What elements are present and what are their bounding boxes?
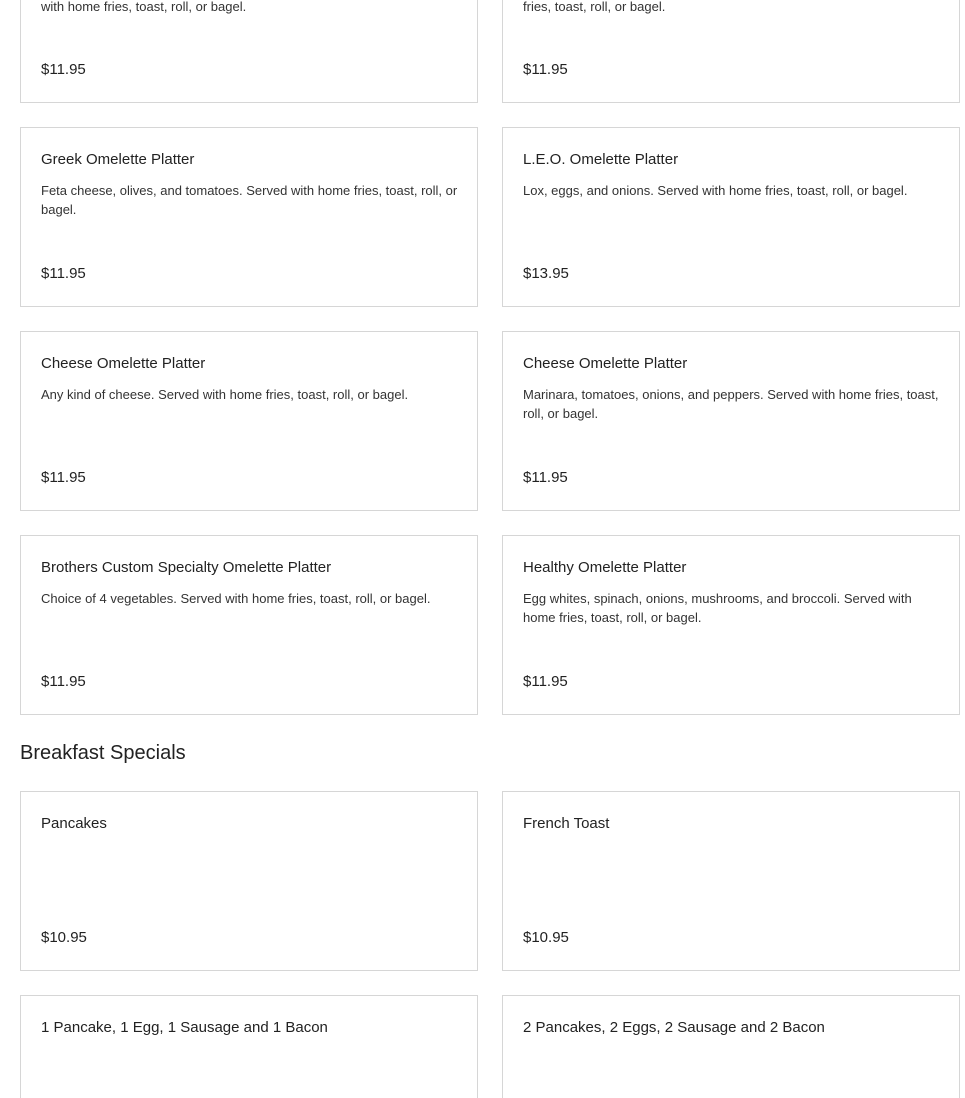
menu-item-description: Any kind of cheese. Served with home fries, toast, roll, or bagel. <box>41 387 409 402</box>
menu-item-price: $11.95 <box>41 673 86 690</box>
menu-item-card-1-pancake-combo[interactable] <box>20 995 478 1098</box>
menu-item-card[interactable] <box>20 0 478 103</box>
menu-item-name: Brothers Custom Specialty Omelette Platter <box>41 559 332 576</box>
menu-item-name: French Toast <box>523 815 610 832</box>
menu-item-card-healthy-omelette[interactable] <box>502 535 960 715</box>
menu-item-card-pancakes[interactable] <box>20 791 478 971</box>
menu-item-price: $11.95 <box>41 61 86 78</box>
menu-item-name: Pancakes <box>41 815 107 832</box>
menu-item-card-leo-omelette[interactable] <box>502 127 960 307</box>
menu-item-card-cheese-omelette-2[interactable] <box>502 331 960 511</box>
menu-item-card-greek-omelette[interactable] <box>20 127 478 307</box>
menu-item-description: Feta cheese, olives, and tomatoes. Served with home fries, toast, roll, or bagel. <box>41 183 458 217</box>
menu-item-price: $10.95 <box>523 929 569 946</box>
menu-item-name: L.E.O. Omelette Platter <box>523 151 679 168</box>
menu-item-card-cheese-omelette[interactable] <box>20 331 478 511</box>
menu-item-card-2-pancakes-combo[interactable] <box>502 995 960 1098</box>
menu-item-price: $11.95 <box>523 61 568 78</box>
menu-item-description: Choice of 4 vegetables. Served with home fries, toast, roll, or bagel. <box>41 591 431 606</box>
menu-item-price: $11.95 <box>41 469 86 486</box>
section-title-breakfast-specials: Breakfast Specials <box>20 742 186 764</box>
menu-item-description: Lox, eggs, and onions. Served with home fries, toast, roll, or bagel. <box>523 183 908 198</box>
menu-item-description: with home fries, toast, roll, or bagel. <box>41 0 247 14</box>
menu-item-name: Cheese Omelette Platter <box>41 355 206 372</box>
menu-item-price: $11.95 <box>523 469 568 486</box>
menu-item-price: $11.95 <box>41 265 86 282</box>
menu-item-description: Egg whites, spinach, onions, mushrooms, and broccoli. Served with home fries, toast, roll, or bagel. <box>523 591 912 625</box>
menu-item-description: Marinara, tomatoes, onions, and peppers. Served with home fries, toast, roll, or bagel. <box>523 387 939 421</box>
menu-item-name: 2 Pancakes, 2 Eggs, 2 Sausage and 2 Bacon <box>523 1019 825 1036</box>
menu-item-price: $10.95 <box>41 929 87 946</box>
menu-item-card-brothers-custom-omelette[interactable] <box>20 535 478 715</box>
menu-item-card-french-toast[interactable] <box>502 791 960 971</box>
menu-item-price: $11.95 <box>523 673 568 690</box>
menu-item-card[interactable] <box>502 0 960 103</box>
menu-item-name: 1 Pancake, 1 Egg, 1 Sausage and 1 Bacon <box>41 1019 328 1036</box>
omelette-menu-grid <box>20 0 960 715</box>
menu-item-name: Healthy Omelette Platter <box>523 559 687 576</box>
menu-item-name: Cheese Omelette Platter <box>523 355 688 372</box>
menu-item-price: $13.95 <box>523 265 569 282</box>
breakfast-specials-grid <box>20 791 960 1098</box>
menu-item-name: Greek Omelette Platter <box>41 151 195 168</box>
menu-item-description: fries, toast, roll, or bagel. <box>523 0 666 14</box>
